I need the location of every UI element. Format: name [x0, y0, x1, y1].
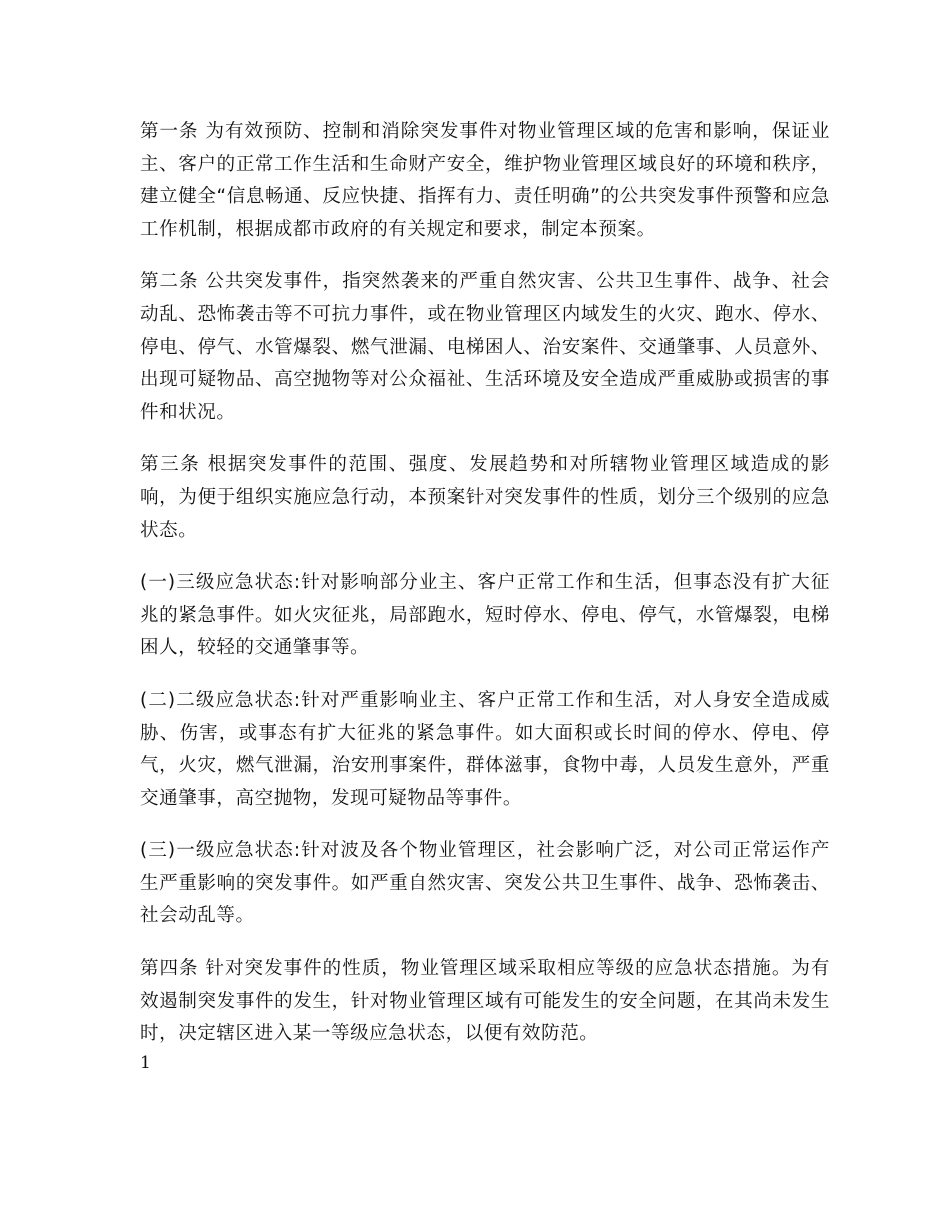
- article-4-paragraph: 第四条 针对突发事件的性质，物业管理区域采取相应等级的应急状态措施。为有效遏制突发事件的发生，针对物业管理区域有可能发生的安全问题，在其尚未发生时，决定辖区进入某一等级应急状态，以便有效防范。: [140, 958, 830, 1045]
- level-3-emergency-paragraph: (一)三级应急状态:针对影响部分业主、客户正常工作和生活，但事态没有扩大征兆的紧急事件。如火灾征兆，局部跑水，短时停水、停电、停气，水管爆裂，电梯困人，较轻的交通肇事等。: [140, 572, 830, 659]
- level-2-emergency-paragraph: (二)二级应急状态:针对严重影响业主、客户正常工作和生活，对人身安全造成威胁、伤害，或事态有扩大征兆的紧急事件。如大面积或长时间的停水、停电、停气，火灾，燃气泄漏，治安刑事案件，群体滋事，食物中毒，人员发生意外，严重交通肇事，高空抛物，发现可疑物品等事件。: [140, 689, 830, 809]
- article-1-paragraph: 第一条 为有效预防、控制和消除突发事件对物业管理区域的危害和影响，保证业主、客户的正常工作生活和生命财产安全，维护物业管理区域良好的环境和秩序，建立健全“信息畅通、反应快捷、指挥有力、责任明确”的公共突发事件预警和应急工作机制，根据成都市政府的有关规定和要求，制定本预案。: [140, 121, 830, 240]
- level-1-emergency-paragraph: (三)一级应急状态:针对波及各个物业管理区，社会影响广泛，对公司正常运作产生严重影响的突发事件。如严重自然灾害、突发公共卫生事件、战争、恐怖袭击、社会动乱等。: [140, 840, 830, 927]
- page-number: 1: [140, 1053, 151, 1073]
- document-body: [140, 116, 830, 1071]
- article-2-paragraph: 第二条 公共突发事件，指突然袭来的严重自然灾害、公共卫生事件、战争、社会动乱、恐怖袭击等不可抗力事件，或在物业管理区内域发生的火灾、跑水、停水、停电、停气、水管爆裂、燃气泄漏、电梯困人、治安案件、交通肇事、人员意外、出现可疑物品、高空抛物等对公众福祉、生活环境及安全造成严重威胁或损害的事件和状况。: [140, 271, 830, 423]
- article-3-paragraph: 第三条 根据突发事件的范围、强度、发展趋势和对所辖物业管理区域造成的影响，为便于组织实施应急行动，本预案针对突发事件的性质，划分三个级别的应急状态。: [140, 454, 830, 541]
